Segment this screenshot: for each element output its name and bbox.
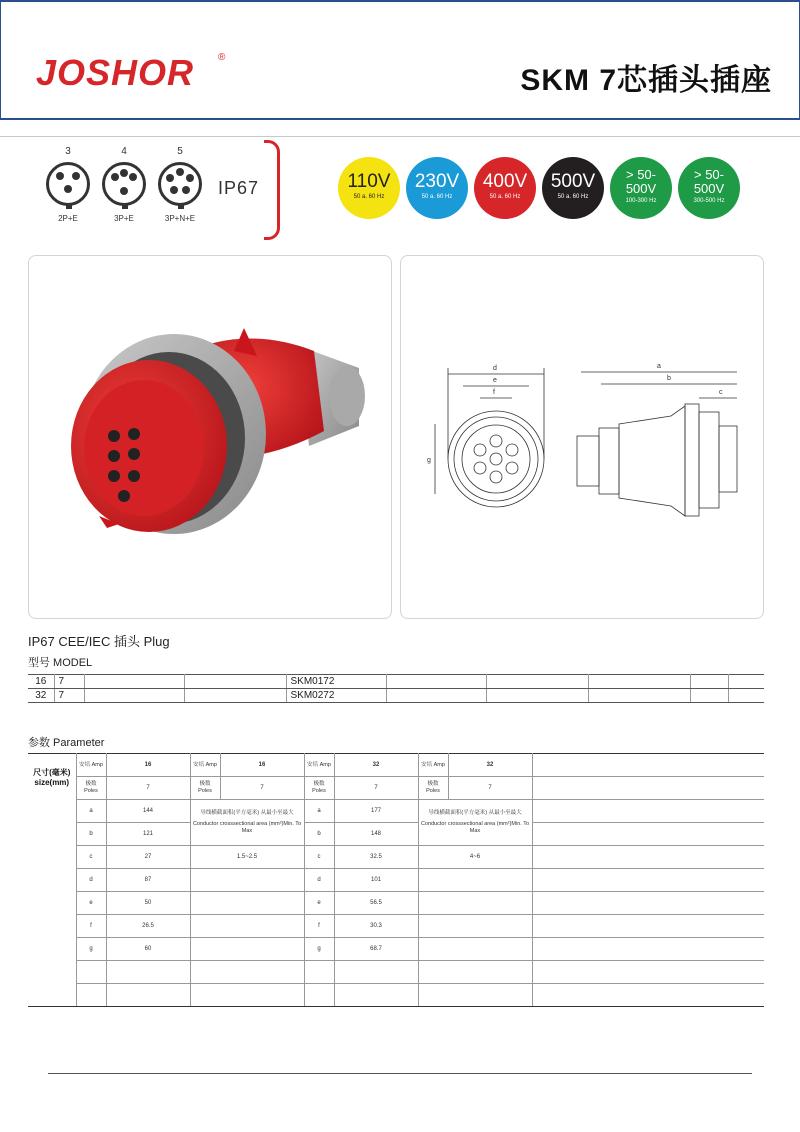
socket-number: 4 — [121, 146, 127, 157]
voltage-badge-hf-300-500 — [678, 157, 740, 219]
poles-value: 7 — [448, 777, 532, 800]
conductor-label-en: Conductor crosssectional area (mm²)Min. To Max — [192, 821, 302, 834]
poles-label: 极数 Poles — [304, 777, 334, 800]
dim-value: 101 — [334, 869, 418, 892]
dim-name: f — [304, 915, 334, 938]
table-row — [28, 846, 764, 869]
dim-value: 26.5 — [106, 915, 190, 938]
dim-value: 60 — [106, 938, 190, 961]
poles-value: 7 — [220, 777, 304, 800]
table-row — [28, 689, 764, 703]
dim-value: 30.3 — [334, 915, 418, 938]
dim-name: b — [304, 823, 334, 846]
table-row — [28, 754, 764, 777]
conductor-label-en: Conductor crosssectional area (mm²)Min. To Max — [420, 821, 530, 834]
poles-value: 7 — [334, 777, 418, 800]
size-label: 尺寸(毫米) size(mm) — [28, 754, 76, 800]
poles-value: 7 — [106, 777, 190, 800]
model-title: 型号 MODEL — [28, 657, 93, 669]
dim-value: 177 — [334, 800, 418, 823]
dim-name: g — [76, 938, 106, 961]
table-row — [28, 675, 764, 689]
conductor-label-cn: 导线横截面积(平方毫米) 从最小至最大 — [428, 810, 522, 816]
dim-value: 148 — [334, 823, 418, 846]
conductor-value: 1.5~2.5 — [190, 846, 304, 869]
dim-value: 87 — [106, 869, 190, 892]
footer-divider — [48, 1073, 752, 1074]
amp-label: 安培 Amp — [76, 754, 106, 777]
conductor-label — [418, 800, 532, 846]
table-row — [28, 823, 764, 846]
top-border — [0, 0, 800, 2]
amp-label: 安培 Amp — [190, 754, 220, 777]
voltage-value: 500V — [550, 171, 596, 192]
table-row — [28, 777, 764, 800]
socket-label: 3P+E — [114, 214, 134, 223]
amp-value: 16 — [106, 754, 190, 777]
voltage-badge-hf-100-300 — [610, 157, 672, 219]
left-border — [0, 2, 1, 118]
conductor-label — [190, 800, 304, 846]
plug-photo-illustration — [29, 256, 391, 618]
product-photo-panel — [28, 255, 392, 619]
model-table — [28, 674, 764, 703]
dim-value: 56.5 — [334, 892, 418, 915]
dim-value: 27 — [106, 846, 190, 869]
registered-mark: ® — [218, 52, 226, 63]
amp-value: 32 — [334, 754, 418, 777]
table-row — [28, 800, 764, 823]
dim-name: a — [304, 800, 334, 823]
conductor-value: 4~6 — [418, 846, 532, 869]
param-title: 参数 Parameter — [28, 737, 105, 749]
dim-value: 144 — [106, 800, 190, 823]
dim-name: e — [304, 892, 334, 915]
voltage-hz: 50 a. 60 Hz — [557, 194, 589, 200]
socket-face-icon — [102, 162, 146, 206]
dim-value: 32.5 — [334, 846, 418, 869]
poles-label: 极数 Poles — [190, 777, 220, 800]
voltage-hz: 50 a. 60 Hz — [421, 194, 453, 200]
dim-value: 121 — [106, 823, 190, 846]
socket-4pin — [96, 146, 152, 223]
amp-value: 16 — [220, 754, 304, 777]
amp-value: 32 — [448, 754, 532, 777]
voltage-badge-400v — [474, 157, 536, 219]
amp-label: 安培 Amp — [418, 754, 448, 777]
table-row — [28, 915, 764, 938]
dim-value: 50 — [106, 892, 190, 915]
dim-label-d: d — [493, 365, 497, 372]
voltage-badge-500v — [542, 157, 604, 219]
page-title: SKM 7芯插头插座 — [520, 64, 772, 97]
socket-label: 3P+N+E — [164, 214, 196, 223]
dim-name: f — [76, 915, 106, 938]
voltage-value-l2: 500V — [625, 181, 657, 196]
ip-rating: IP67 — [218, 178, 260, 198]
dim-name: b — [76, 823, 106, 846]
poles-label: 极数 Poles — [76, 777, 106, 800]
socket-number: 5 — [177, 146, 183, 157]
dim-value: 68.7 — [334, 938, 418, 961]
dim-label-g: g — [427, 457, 431, 464]
dim-label-c: c — [719, 389, 723, 396]
voltage-hz: 100-300 Hz — [625, 198, 657, 204]
voltage-value-l1: > 50- — [694, 167, 724, 182]
socket-face-icon — [46, 162, 90, 206]
dim-label-f: f — [493, 389, 495, 396]
header-divider — [0, 118, 800, 120]
socket-number: 3 — [65, 146, 71, 157]
dim-name: c — [304, 846, 334, 869]
voltage-badge-230v — [406, 157, 468, 219]
model-poles: 7 — [54, 675, 84, 689]
technical-drawing-panel — [400, 255, 764, 619]
voltage-value-l1: > 50- — [626, 167, 656, 182]
voltage-hz: 300-500 Hz — [693, 198, 725, 204]
red-bracket — [264, 140, 280, 240]
model-code: SKM0272 — [286, 689, 386, 703]
table-row — [28, 961, 764, 984]
parameter-table — [28, 753, 764, 1007]
dim-name: g — [304, 938, 334, 961]
conductor-label-cn: 导线横截面积(平方毫米) 从最小至最大 — [200, 810, 294, 816]
poles-label: 极数 Poles — [418, 777, 448, 800]
socket-5pin — [152, 146, 208, 223]
model-amp: 16 — [28, 675, 54, 689]
voltage-value: 230V — [414, 171, 460, 192]
dim-label-a: a — [657, 363, 661, 370]
voltage-value-l2: 500V — [693, 181, 725, 196]
voltage-badge-110v — [338, 157, 400, 219]
table-row — [28, 938, 764, 961]
socket-face-icon — [158, 162, 202, 206]
model-amp: 32 — [28, 689, 54, 703]
dim-name: d — [304, 869, 334, 892]
voltage-value: 400V — [482, 171, 528, 192]
dim-label-b: b — [667, 375, 671, 382]
model-code: SKM0172 — [286, 675, 386, 689]
dimension-drawing — [401, 256, 763, 618]
table-row — [28, 984, 764, 1007]
voltage-hz: 50 a. 60 Hz — [489, 194, 521, 200]
dim-label-e: e — [493, 377, 497, 384]
table-row — [28, 892, 764, 915]
socket-3pin — [40, 146, 96, 223]
model-poles: 7 — [54, 689, 84, 703]
header-divider-thin — [0, 136, 800, 137]
table-row — [28, 869, 764, 892]
section-title: IP67 CEE/IEC 插头 Plug — [28, 634, 170, 649]
brand-logo: JOSHOR — [36, 52, 195, 93]
dim-name: e — [76, 892, 106, 915]
dim-name: c — [76, 846, 106, 869]
dim-name: d — [76, 869, 106, 892]
socket-label: 2P+E — [58, 214, 78, 223]
voltage-hz: 50 a. 60 Hz — [353, 194, 385, 200]
voltage-value: 110V — [347, 171, 391, 192]
dim-name: a — [76, 800, 106, 823]
amp-label: 安培 Amp — [304, 754, 334, 777]
